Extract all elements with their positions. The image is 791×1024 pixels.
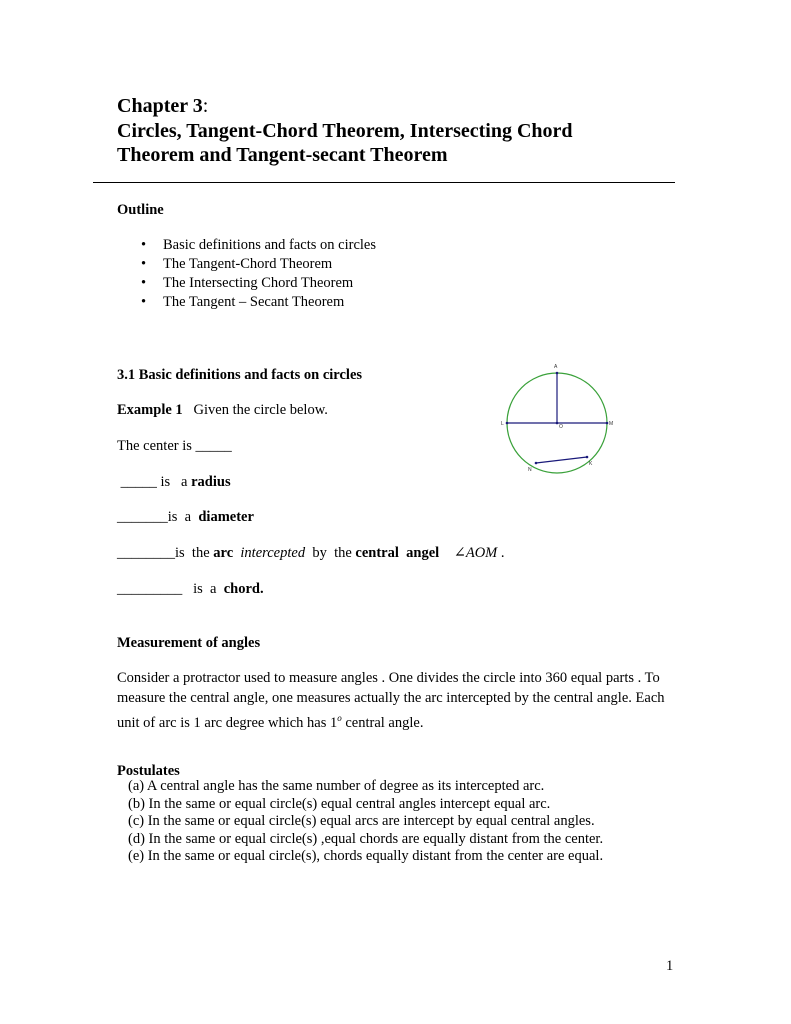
chord-word: chord. <box>223 581 264 597</box>
measurement-text-end: central angle. <box>341 714 424 731</box>
title-line-2: Theorem and Tangent-secant Theorem <box>117 144 448 166</box>
list-item: (c) In the same or equal circle(s) equal arcs are intercept by equal central angles. <box>128 813 595 829</box>
outline-heading: Outline <box>117 202 164 218</box>
page-number: 1 <box>666 958 674 974</box>
label-m: M <box>609 421 614 427</box>
label-o: O <box>559 424 563 430</box>
title-line-1: Circles, Tangent-Chord Theorem, Intersecting Chord <box>117 120 573 142</box>
example-line <box>117 401 328 419</box>
point-a <box>556 372 559 375</box>
chord-line <box>117 580 264 598</box>
point-k <box>586 456 589 459</box>
arc-end: . <box>497 545 505 561</box>
arc-line <box>117 544 505 562</box>
radius-line <box>117 473 231 491</box>
radius-word: radius <box>191 474 231 490</box>
diameter-blank: _______is a <box>117 509 199 525</box>
degree-symbol: o <box>337 713 342 723</box>
list-item: • The Tangent-Chord Theorem <box>118 255 376 274</box>
chapter-heading <box>117 94 208 118</box>
arc-blank: ________is the <box>117 545 214 561</box>
measurement-heading: Measurement of angles <box>117 635 261 651</box>
chapter-colon: : <box>202 95 209 117</box>
label-k: K <box>589 461 593 467</box>
diameter-word: diameter <box>198 509 254 525</box>
list-item: (e) In the same or equal circle(s), chords equally distant from the center are equal. <box>128 848 604 864</box>
postulates-heading: Postulates <box>117 763 180 779</box>
arc-by: by the <box>305 545 356 561</box>
title-divider <box>93 182 675 183</box>
radius-blank: _____ is a <box>117 474 192 490</box>
center-line: The center is _____ <box>117 438 232 454</box>
label-n: N <box>528 467 532 473</box>
list-item: (b) In the same or equal circle(s) equal central angles intercept equal arc. <box>128 795 551 812</box>
example-label: Example 1 <box>117 402 183 418</box>
example-text: Given the circle below. <box>193 402 328 418</box>
list-item: • The Tangent – Secant Theorem <box>118 293 376 312</box>
point-m <box>606 422 609 425</box>
chord-blank: _________ is a <box>117 581 224 597</box>
arc-intercepted: intercepted <box>240 545 306 561</box>
list-item: • The Intersecting Chord Theorem <box>118 274 376 293</box>
chapter-label: Chapter 3 <box>117 95 203 117</box>
postulates-list <box>128 778 603 866</box>
section-heading: 3.1 Basic definitions and facts on circles <box>117 367 363 383</box>
point-l <box>506 422 509 425</box>
diameter-line <box>117 508 254 526</box>
point-o <box>556 422 559 425</box>
arc-central: central angel <box>355 545 440 561</box>
list-item: (a) A central angle has the same number of degree as its intercepted arc. <box>128 778 545 794</box>
arc-word: arc <box>213 545 234 561</box>
circle-figure <box>495 358 625 478</box>
label-l: L <box>501 421 504 427</box>
label-a: A <box>554 364 558 370</box>
outline-list <box>118 236 376 312</box>
measurement-paragraph <box>117 668 677 733</box>
list-item: • Basic definitions and facts on circles <box>118 236 376 255</box>
chord-segment <box>536 457 587 463</box>
measurement-text: Consider a protractor used to measure angles . One divides the circle into 360 equal parts . To measure the central angle, one measures actually the arc intercepted by the central angle. Each unit of arc is 1 arc degree which has 1 <box>117 670 665 731</box>
point-n <box>535 462 538 465</box>
arc-angle: ∠AOM <box>453 545 498 561</box>
list-item: (d) In the same or equal circle(s) ,equal chords are equally distant from the center. <box>128 830 604 847</box>
